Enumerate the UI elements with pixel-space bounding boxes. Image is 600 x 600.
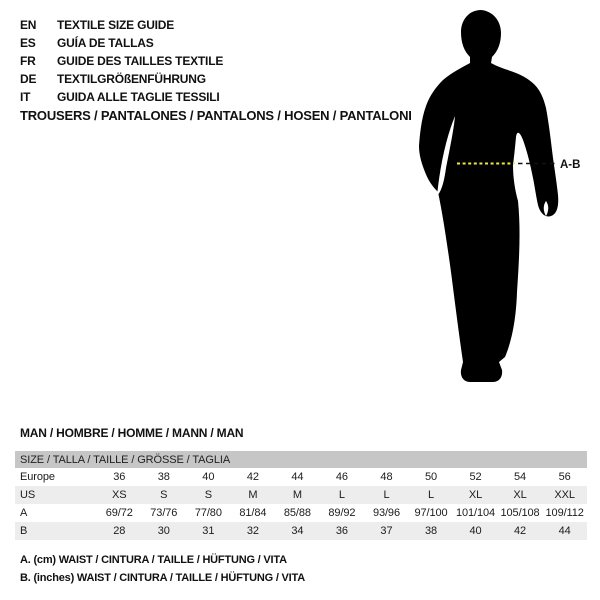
- language-label: GUIDA ALLE TAGLIE TESSILI: [57, 90, 220, 104]
- table-cell: 44: [291, 471, 304, 483]
- table-cell: 31: [202, 525, 215, 537]
- category-title: TROUSERS / PANTALONES / PANTALONS / HOSEN / PANTALONI: [20, 108, 412, 123]
- table-cell: 34: [291, 525, 304, 537]
- table-cell: 32: [246, 525, 259, 537]
- table-cell: 97/100: [414, 507, 448, 519]
- table-cell: XL: [513, 489, 527, 501]
- table-cell: 30: [157, 525, 170, 537]
- footnote-b: B. (inches) WAIST / CINTURA / TAILLE / HÜFTUNG / VITA: [20, 571, 305, 584]
- size-table: [15, 451, 587, 540]
- table-cell: 54: [514, 471, 527, 483]
- language-label: GUIDE DES TAILLES TEXTILE: [57, 54, 224, 68]
- language-code: ES: [20, 36, 36, 50]
- table-cell: 44: [558, 525, 571, 537]
- table-cell: 36: [335, 525, 348, 537]
- table-cell: L: [338, 489, 345, 501]
- table-row-a-cm: [15, 504, 587, 522]
- language-code: IT: [20, 90, 31, 104]
- table-cell: 40: [469, 525, 482, 537]
- table-cell: XXL: [554, 489, 575, 501]
- table-cell: 42: [246, 471, 259, 483]
- table-cell: 42: [514, 525, 527, 537]
- row-label: Europe: [20, 471, 55, 483]
- footnotes: [20, 552, 305, 587]
- waist-measure-label: A-B: [560, 159, 581, 171]
- table-cell: 52: [469, 471, 482, 483]
- language-label: GUÍA DE TALLAS: [57, 36, 154, 50]
- table-cell: 105/108: [500, 507, 540, 519]
- table-cell: 101/104: [455, 507, 496, 519]
- size-table-header: SIZE / TALLA / TAILLE / GRÖSSE / TAGLIA: [15, 451, 587, 468]
- footnote-a: A. (cm) WAIST / CINTURA / TAILLE / HÜFTUNG / VITA: [20, 554, 287, 566]
- table-cell: 48: [380, 471, 393, 483]
- table-row-europe: [15, 468, 587, 486]
- table-cell: 28: [113, 525, 126, 537]
- language-code: DE: [20, 72, 37, 86]
- size-table-header-row: [15, 451, 587, 468]
- language-code: FR: [20, 54, 36, 68]
- table-cell: 37: [380, 525, 393, 537]
- table-cell: S: [160, 489, 168, 501]
- table-cell: 38: [424, 525, 437, 537]
- section-title-man: MAN / HOMBRE / HOMME / MANN / MAN: [20, 426, 244, 440]
- table-cell: L: [427, 489, 434, 501]
- table-cell: M: [248, 489, 258, 501]
- row-label: A: [20, 507, 28, 519]
- row-label: B: [20, 525, 28, 537]
- row-label: US: [20, 489, 36, 501]
- table-cell: 69/72: [105, 507, 133, 519]
- table-cell: 40: [202, 471, 215, 483]
- table-cell: 46: [335, 471, 348, 483]
- table-cell: 73/76: [150, 507, 178, 519]
- table-cell: 38: [157, 471, 170, 483]
- table-row-b-inches: [15, 522, 587, 540]
- table-cell: M: [292, 489, 302, 501]
- table-cell: 81/84: [239, 507, 267, 519]
- table-cell: 89/92: [328, 507, 356, 519]
- table-cell: 77/80: [194, 507, 222, 519]
- table-cell: 85/88: [283, 507, 311, 519]
- language-label: TEXTILGRÖßENFÜHRUNG: [57, 72, 206, 86]
- table-cell: S: [204, 489, 212, 501]
- language-code: EN: [20, 18, 37, 32]
- table-cell: 36: [113, 471, 126, 483]
- table-cell: 93/96: [372, 507, 400, 519]
- table-cell: 56: [558, 471, 571, 483]
- table-cell: XL: [468, 489, 483, 501]
- table-row-us: [15, 486, 587, 504]
- size-table-container: [15, 451, 587, 540]
- language-label: TEXTILE SIZE GUIDE: [57, 18, 175, 32]
- table-cell: 50: [424, 471, 437, 483]
- table-cell: XS: [112, 489, 127, 501]
- table-cell: 109/112: [545, 507, 584, 519]
- table-cell: L: [383, 489, 390, 501]
- man-silhouette-icon: [419, 10, 558, 382]
